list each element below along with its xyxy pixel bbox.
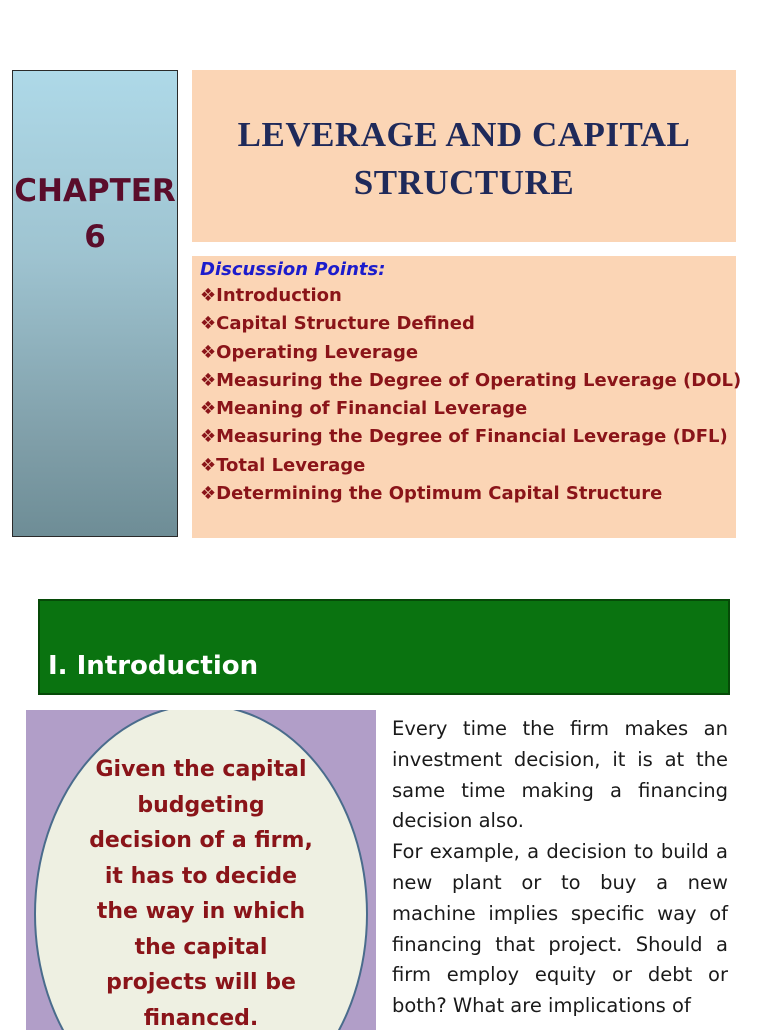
list-item: ❖Introduction	[200, 285, 342, 306]
section-heading: I. Introduction	[48, 651, 259, 681]
list-item: ❖Determining the Optimum Capital Structure	[200, 483, 663, 505]
section-banner	[38, 599, 730, 695]
list-item: ❖Measuring the Degree of Financial Leverage (DFL)	[200, 426, 728, 448]
list-item: ❖Total Leverage	[200, 454, 366, 476]
bullet-diamond-icon: ❖	[200, 483, 217, 505]
list-item: ❖Measuring the Degree of Operating Leverage (DOL)	[200, 369, 742, 391]
chapter-label	[13, 168, 177, 260]
callout-panel	[26, 710, 376, 1030]
list-item: ❖Operating Leverage	[200, 341, 419, 363]
bullet-diamond-icon: ❖	[200, 341, 217, 363]
discussion-heading: Discussion Points:	[200, 259, 386, 280]
chapter-word: CHAPTER	[14, 173, 176, 209]
callout-text: Given the capital budgeting decision of a firm, it has to decide the way in which the capital projects will be financed.	[89, 757, 313, 1030]
intro-body-text	[392, 714, 728, 1022]
title-line-1: LEVERAGE AND CAPITAL	[237, 115, 691, 154]
body-paragraph-1: Every time the firm makes an investment decision, it is at the same time making a financing decision also.	[392, 717, 728, 833]
discussion-list	[200, 282, 742, 508]
title-box	[192, 70, 736, 242]
bullet-diamond-icon: ❖	[200, 313, 217, 335]
bullet-diamond-icon: ❖	[200, 454, 217, 476]
chapter-box	[12, 70, 178, 537]
list-item: ❖Capital Structure Defined	[200, 313, 475, 335]
chapter-number: 6	[84, 219, 106, 255]
page-title	[192, 111, 736, 207]
bullet-diamond-icon: ❖	[200, 285, 217, 306]
bullet-diamond-icon: ❖	[200, 369, 217, 391]
bullet-diamond-icon: ❖	[200, 426, 217, 448]
body-paragraph-2: For example, a decision to build a new plant or to buy a new machine implies specific way of financing that project. Should a firm employ equity or debt or both? What are implications of	[392, 840, 728, 1018]
bullet-diamond-icon: ❖	[200, 398, 217, 420]
discussion-points-box	[192, 256, 742, 538]
title-line-2: STRUCTURE	[353, 163, 575, 202]
list-item: ❖Meaning of Financial Leverage	[200, 398, 528, 420]
